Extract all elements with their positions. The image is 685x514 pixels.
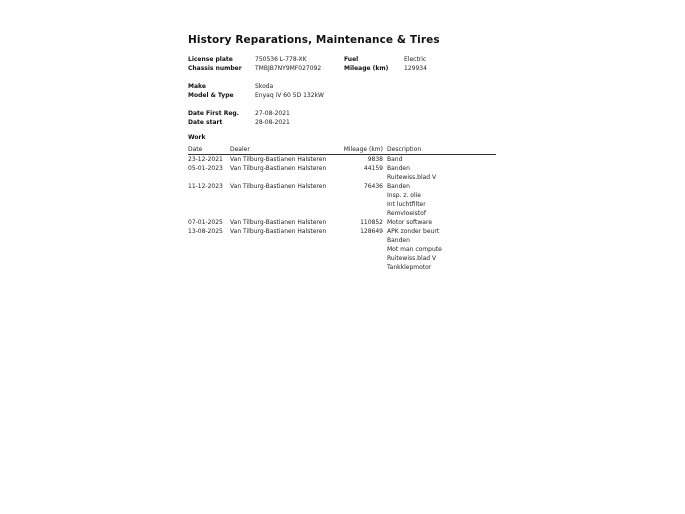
table-row <box>188 164 496 173</box>
row-date: 05-01-2023 <box>188 165 223 172</box>
page-title: History Reparations, Maintenance & Tires <box>188 34 440 46</box>
table-row <box>188 227 496 236</box>
work-table-header <box>188 145 496 155</box>
column-header-mileage: Mileage (km) <box>343 146 383 153</box>
fuel-value: Electric <box>404 56 427 63</box>
row-description: Motor software <box>387 219 433 226</box>
table-row <box>188 254 496 263</box>
fuel-label: Fuel <box>344 56 359 63</box>
row-description: Insp. z. olie <box>387 192 421 199</box>
row-date: 11-12-2023 <box>188 183 223 190</box>
model-type-label: Model & Type <box>188 92 234 99</box>
row-description: Banden <box>387 237 410 244</box>
table-row <box>188 218 496 227</box>
table-row <box>188 263 496 272</box>
row-description: Int luchtfilter <box>387 201 426 208</box>
row-description: Mot man compute <box>387 246 442 253</box>
make-value: Skoda <box>255 83 274 90</box>
row-date: 13-08-2025 <box>188 228 223 235</box>
mileage-value: 129934 <box>404 65 427 72</box>
work-table-body <box>188 155 496 272</box>
row-description: Tankklepmotor <box>387 264 432 271</box>
row-mileage: 110852 <box>360 219 383 226</box>
row-mileage: 9838 <box>367 156 383 163</box>
first-reg-value: 27-08-2021 <box>255 110 290 117</box>
first-reg-label: Date First Reg. <box>188 110 239 117</box>
date-start-label: Date start <box>188 119 223 126</box>
date-start-value: 28-08-2021 <box>255 119 290 126</box>
work-section-label: Work <box>188 134 206 141</box>
row-dealer: Van Tilburg-Bastianen Halsteren <box>230 219 327 226</box>
row-dealer: Van Tilburg-Bastianen Halsteren <box>230 183 327 190</box>
table-row <box>188 182 496 191</box>
chassis-label: Chassis number <box>188 65 242 72</box>
row-mileage: 76436 <box>363 183 383 190</box>
column-header-description: Description <box>387 146 422 153</box>
row-description: Banden <box>387 183 410 190</box>
row-description: Ruitewiss.blad V <box>387 174 437 181</box>
table-row <box>188 200 496 209</box>
table-row <box>188 209 496 218</box>
row-description: Remvloeistof <box>387 210 426 217</box>
row-date: 23-12-2021 <box>188 156 223 163</box>
table-row <box>188 155 496 164</box>
row-description: Banden <box>387 165 410 172</box>
model-type-value: Enyaq iV 60 5D 132kW <box>255 92 324 99</box>
work-table <box>188 145 496 272</box>
row-description: Ruitewiss.blad V <box>387 255 437 262</box>
row-mileage: 44159 <box>363 165 383 172</box>
row-date: 07-01-2025 <box>188 219 223 226</box>
license-plate-value: 750536 L-778-XK <box>255 56 307 63</box>
table-row <box>188 245 496 254</box>
make-label: Make <box>188 83 206 90</box>
table-row <box>188 191 496 200</box>
row-description: APK zonder beurt <box>387 228 440 235</box>
row-description: Band <box>387 156 403 163</box>
license-plate-label: License plate <box>188 56 233 63</box>
table-row <box>188 236 496 245</box>
column-header-date: Date <box>188 146 203 153</box>
mileage-label: Mileage (km) <box>344 65 389 72</box>
row-mileage: 128649 <box>360 228 383 235</box>
row-dealer: Van Tilburg-Bastianen Halsteren <box>230 156 327 163</box>
column-header-dealer: Dealer <box>230 146 250 153</box>
row-dealer: Van Tilburg-Bastianen Halsteren <box>230 165 327 172</box>
chassis-value: TMBJB7NY9MF027092 <box>255 65 322 72</box>
table-row <box>188 173 496 182</box>
row-dealer: Van Tilburg-Bastianen Halsteren <box>230 228 327 235</box>
